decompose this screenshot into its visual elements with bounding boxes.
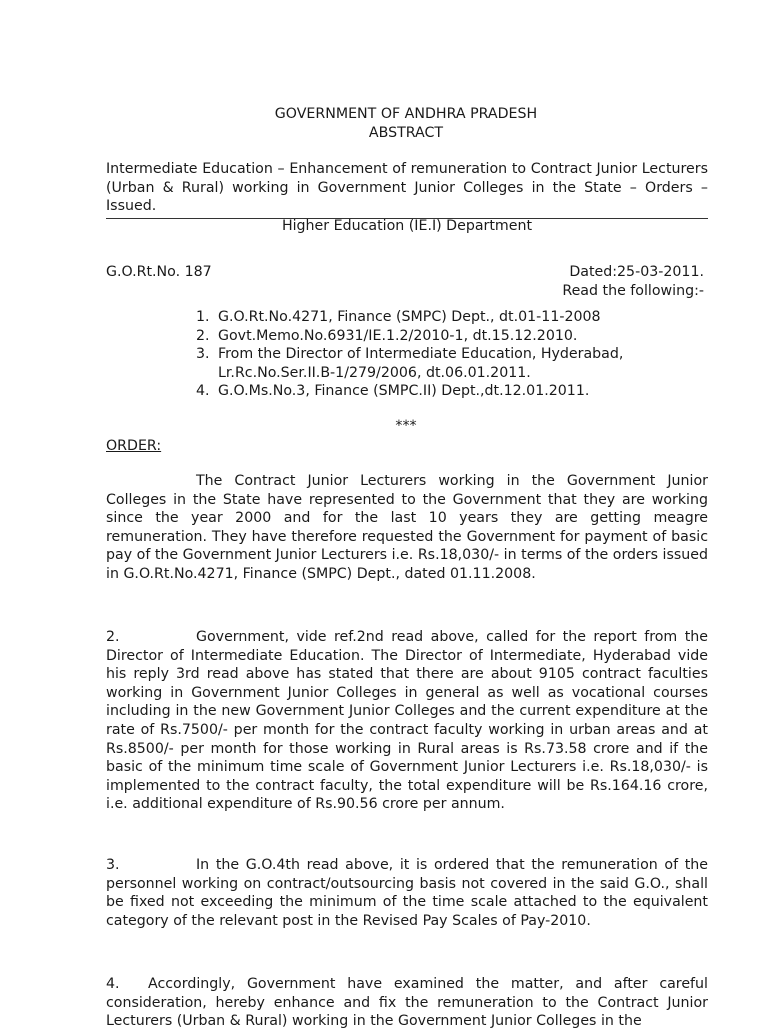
paragraph-text: Government, vide ref.2nd read above, called for the report from the Director of Intermediate Education. The Director of Intermediate, Hyderabad vide his reply 3rd read above has stated that there are about 9105 contract faculties working in Government Junior Colleges in general as well as vocational courses including in the new Government Junior Colleges and the current expenditure at the rate of Rs.7500/- per month for the contract faculty working in urban areas and at Rs.8500/- per month for those working in Rural areas is Rs.73.58 crore and if the basic of the minimum time scale of Government Junior Lecturers i.e. Rs.18,030/- is implemented to the contract faculty, the total expenditure will be Rs.164.16 crore, i.e. additional expenditure of Rs.90.56 crore per annum. xyxy=(106,629,708,813)
reference-item xyxy=(196,327,716,346)
order-heading: ORDER: xyxy=(106,438,162,454)
reference-text: G.O.Rt.No.4271, Finance (SMPC) Dept., dt.01-11-2008 xyxy=(218,309,601,325)
government-title: GOVERNMENT OF ANDHRA PRADESH xyxy=(274,106,538,122)
abstract-title: ABSTRACT xyxy=(368,125,444,141)
paragraph-text: In the G.O.4th read above, it is ordered that the remuneration of the personnel working on contract/outsourcing basis not covered in the said G.O., shall be fixed not exceeding the minimum of the time scale attached to the equivalent category of the relevant post in the Revised Pay Scales of Pay-2010. xyxy=(106,857,708,929)
reference-number: 4. xyxy=(196,383,210,400)
subject-line: Intermediate Education – Enhancement of remuneration to Contract Junior Lecturers (Urban & Rural) working in Government Junior Colleges in the State – Orders – Issued. xyxy=(106,160,708,219)
paragraph-text: The Contract Junior Lecturers working in the Government Junior Colleges in the State have represented to the Government that they are working since the year 2000 and for the last 10 years they are getting meagre remuneration. They have therefore requested the Government for payment of basic pay of the Government Junior Lecturers i.e. Rs.18,030/- in terms of the orders issued in G.O.Rt.No.4271, Finance (SMPC) Dept., dated 01.11.2008. xyxy=(106,473,708,582)
reference-item xyxy=(196,345,716,382)
paragraph-number: 3. xyxy=(106,857,120,873)
reference-text: From the Director of Intermediate Education, Hyderabad, Lr.Rc.No.Ser.II.B-1/279/2006, dt.06.01.2011. xyxy=(218,346,624,381)
reference-number: 1. xyxy=(196,309,210,325)
department-name: Higher Education (IE.I) Department xyxy=(281,218,533,234)
order-date: Dated:25-03-2011. xyxy=(569,264,704,280)
reference-number: 2. xyxy=(196,327,210,344)
reference-item xyxy=(196,382,716,401)
reference-number: 3. xyxy=(196,346,210,363)
paragraph-text: Accordingly, Government have examined the matter, and after careful consideration, hereby enhance and fix the remuneration to the Contract Junior Lecturers (Urban & Rural) working in the Government Junior Colleges in the xyxy=(106,976,708,1030)
separator-stars: *** xyxy=(395,418,417,434)
order-paragraph-1 xyxy=(106,472,708,584)
reference-text: G.O.Ms.No.3, Finance (SMPC.II) Dept.,dt.12.01.2011. xyxy=(218,383,590,400)
order-paragraph-2 xyxy=(106,628,708,814)
paragraph-number: 2. xyxy=(106,629,120,645)
paragraph-number: 4. xyxy=(106,976,120,992)
order-paragraph-4 xyxy=(106,975,708,1031)
order-paragraph-3 xyxy=(106,856,708,930)
go-number: G.O.Rt.No. 187 xyxy=(106,264,212,280)
read-following: Read the following:- xyxy=(562,283,704,299)
reference-text: Govt.Memo.No.6931/IE.1.2/2010-1, dt.15.12.2010. xyxy=(218,327,578,344)
reference-item xyxy=(196,308,716,327)
reference-list xyxy=(196,308,716,401)
